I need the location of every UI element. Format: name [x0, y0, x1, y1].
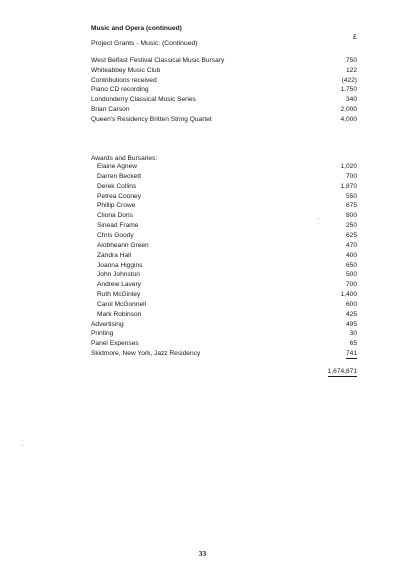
line-item-amount: 4,000: [340, 115, 357, 123]
line-item-label: Joanna Higgins: [97, 261, 143, 269]
line-item: [0, 231, 405, 241]
currency-symbol: £: [353, 34, 357, 41]
line-item-amount: 340: [345, 96, 357, 104]
line-item: [0, 339, 405, 349]
line-item-label: Cliona Doris: [97, 212, 133, 220]
line-item-amount: 425: [345, 310, 357, 318]
line-item: [0, 221, 405, 231]
line-item-label: Mark Robinson: [97, 310, 142, 318]
line-item-label: Ruth McGinley: [97, 291, 141, 299]
line-item-amount: 750: [345, 57, 357, 64]
line-item-amount: 625: [345, 231, 357, 239]
line-item: [0, 261, 405, 271]
line-item-label: Contributions received: [91, 76, 157, 84]
line-item: [0, 162, 405, 172]
line-item-amount: 65: [349, 340, 357, 348]
line-item-label: Darren Beckett: [97, 172, 141, 180]
line-item-label: Panel Expenses: [91, 340, 139, 348]
line-item: [0, 300, 405, 310]
line-item-label: Chris Goody: [97, 231, 134, 239]
line-item-amount: 700: [345, 172, 357, 180]
line-item-label: Skidmore, New York, Jazz Residency: [91, 350, 201, 358]
line-item-amount: 800: [345, 212, 357, 220]
line-item-amount: 495: [345, 320, 357, 328]
line-item-amount: 122: [345, 66, 357, 74]
line-item-label: Carol McGonnell: [97, 300, 147, 308]
line-item-label: Piano CD recording: [91, 86, 149, 94]
line-item: [0, 56, 405, 66]
line-item: [0, 115, 405, 125]
subtitle: Project Grants - Music: (Continued): [91, 40, 198, 47]
line-item: [0, 329, 405, 339]
line-item-label: Queen's Residency Britten String Quartet: [91, 115, 212, 123]
line-item-label: Elaine Agnew: [97, 163, 137, 170]
line-item: [0, 270, 405, 280]
scan-speck: [318, 218, 319, 219]
line-item-amount: (422): [341, 76, 357, 84]
grand-total: 1,674,871: [327, 368, 357, 375]
line-item-label: Derek Collins: [97, 182, 137, 190]
line-item: [0, 85, 405, 95]
line-item: [0, 251, 405, 261]
line-item: [0, 192, 405, 202]
line-item-amount: 700: [345, 281, 357, 289]
line-item-label: Sinead Frame: [97, 222, 139, 230]
line-item: [0, 182, 405, 192]
line-item: [0, 66, 405, 76]
line-item-label: West Belfast Festival Classical Music Bursary: [91, 57, 225, 64]
line-item-label: Phillip Crowe: [97, 202, 136, 210]
line-item: [0, 280, 405, 290]
line-item-label: Zandra Hall: [97, 251, 132, 259]
line-item-amount: 550: [345, 192, 357, 200]
line-item-amount: 470: [345, 241, 357, 249]
line-item-amount: 400: [345, 251, 357, 259]
line-item: [0, 211, 405, 221]
line-item-label: Petrea Cooney: [97, 192, 141, 200]
line-item-label: Londonderry Classical Music Series: [91, 96, 196, 104]
line-item-amount: 1,020: [340, 163, 357, 170]
section-title: Music and Opera (continued): [91, 25, 182, 32]
line-item-amount: 600: [345, 300, 357, 308]
line-item-amount: 2,000: [340, 106, 357, 113]
page-number: 33: [198, 549, 207, 558]
line-item-amount: 741: [345, 350, 357, 358]
line-item-amount: 1,870: [340, 182, 357, 190]
line-item-amount: 675: [345, 202, 357, 210]
line-item: [0, 105, 405, 115]
line-item: [0, 95, 405, 105]
line-item: [0, 349, 405, 359]
line-item-amount: 1,750: [340, 86, 357, 94]
line-item-label: Andrew Lavery: [97, 281, 141, 289]
line-item: [0, 76, 405, 86]
line-item-label: Printing: [91, 330, 114, 338]
line-item-label: John Johnston: [97, 271, 140, 279]
line-item-label: Aiobheann Green: [97, 241, 149, 249]
line-item: [0, 172, 405, 182]
line-item-amount: 650: [345, 261, 357, 269]
line-item: [0, 290, 405, 300]
line-item-amount: 250: [345, 222, 357, 230]
scan-speck: [22, 445, 23, 446]
line-item: [0, 241, 405, 251]
line-item: [0, 310, 405, 320]
line-item-amount: 30: [349, 330, 357, 338]
line-item: [0, 201, 405, 211]
awards-heading: Awards and Bursaries:: [91, 155, 158, 162]
line-item-label: Brian Carson: [91, 106, 130, 113]
line-item-label: Advertising: [91, 320, 124, 328]
line-item-amount: 500: [345, 271, 357, 279]
line-item-amount: 1,400: [340, 291, 357, 299]
line-item-label: Whiteabbey Music Club: [91, 66, 161, 74]
line-item: [0, 320, 405, 330]
